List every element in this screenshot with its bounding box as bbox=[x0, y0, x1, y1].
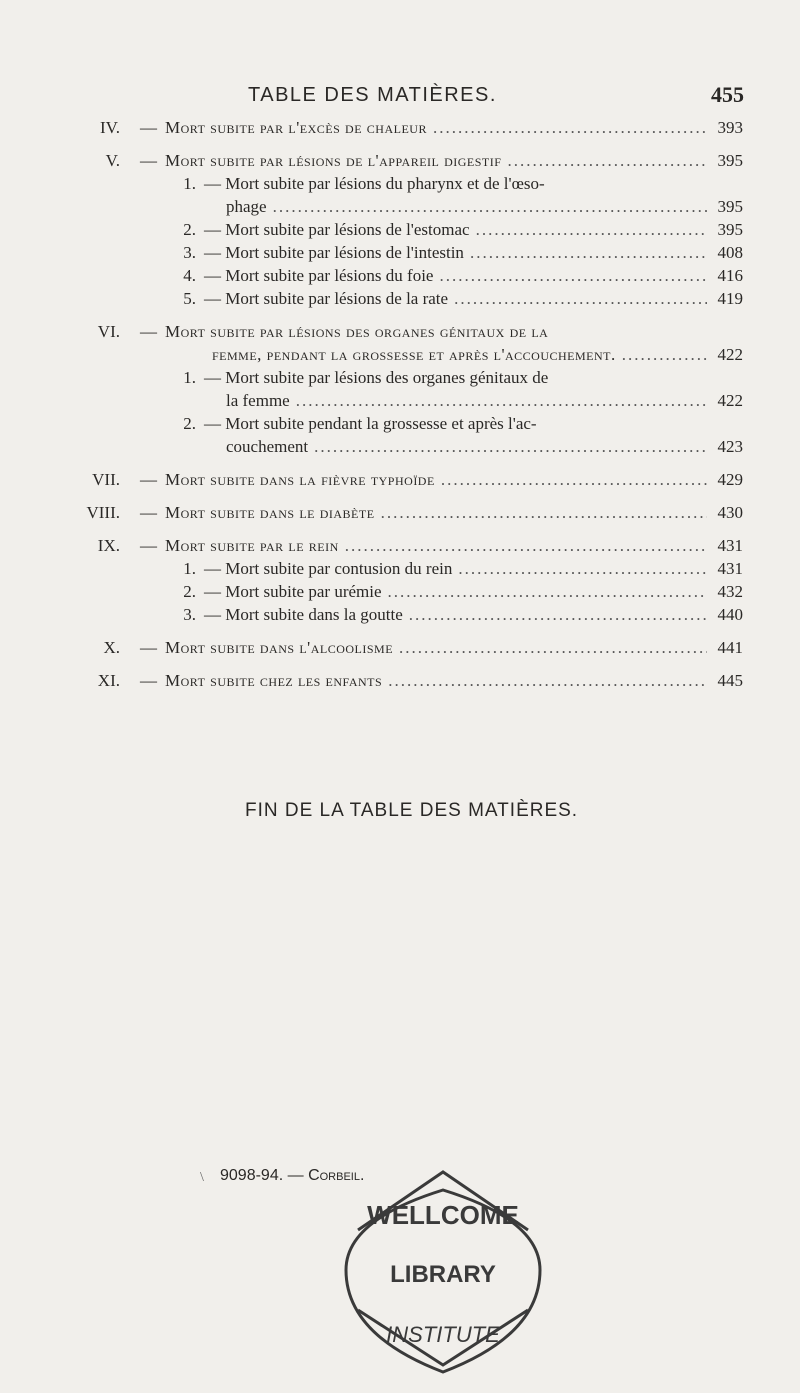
toc-section bbox=[86, 503, 743, 526]
em-dash: — bbox=[140, 503, 157, 522]
dot-leader bbox=[470, 243, 707, 263]
toc-section bbox=[92, 470, 743, 493]
toc-page-number: 431 bbox=[717, 536, 743, 555]
section-heading-line bbox=[86, 503, 743, 526]
dot-leader bbox=[454, 289, 707, 309]
subsection-number: 2. bbox=[183, 414, 196, 433]
dot-leader bbox=[507, 151, 707, 171]
subsection-line bbox=[100, 220, 743, 243]
subsection-title: — Mort subite par lésions de l'estomac bbox=[204, 220, 470, 239]
margin-mark: \ bbox=[200, 1170, 204, 1185]
toc-section bbox=[97, 322, 743, 460]
stamp-top-text: WELLCOME bbox=[367, 1200, 519, 1230]
dot-leader bbox=[399, 638, 707, 658]
section-title: Mort subite chez les enfants bbox=[165, 671, 383, 690]
subsection-line bbox=[100, 559, 743, 582]
subsection-line bbox=[100, 437, 743, 460]
printer-city: Corbeil. bbox=[308, 1167, 365, 1184]
toc-section bbox=[97, 671, 743, 694]
subsection-line bbox=[100, 414, 743, 437]
toc-page-number: 440 bbox=[717, 605, 743, 624]
section-title: Mort subite par l'excès de chaleur bbox=[165, 118, 427, 137]
section-heading-line bbox=[97, 671, 743, 694]
subsection-line bbox=[100, 174, 743, 197]
section-heading-line bbox=[100, 118, 743, 141]
stamp-middle-text: LIBRARY bbox=[390, 1261, 496, 1288]
dot-leader bbox=[439, 266, 707, 286]
subsection-line bbox=[100, 197, 743, 220]
subsection-title: — Mort subite par lésions des organes génitaux de bbox=[204, 368, 549, 387]
dot-leader bbox=[296, 391, 707, 411]
subsection-title: — Mort subite par lésions du pharynx et de l'œso- bbox=[204, 174, 545, 193]
subsection-number: 1. bbox=[183, 559, 196, 578]
dot-leader bbox=[314, 437, 707, 457]
section-title: Mort subite par lésions de l'appareil digestif bbox=[165, 151, 502, 170]
subsection-number: 4. bbox=[183, 266, 196, 285]
dot-leader bbox=[388, 582, 707, 602]
section-numeral: XI. bbox=[97, 671, 120, 690]
toc-page-number: 395 bbox=[717, 220, 743, 239]
toc-page-number: 431 bbox=[717, 559, 743, 578]
section-title: Mort subite par lésions des organes génitaux de la bbox=[165, 322, 549, 341]
subsection-number: 2. bbox=[183, 220, 196, 239]
toc-page-number: 423 bbox=[717, 437, 743, 456]
section-heading-line bbox=[92, 470, 743, 493]
section-title: Mort subite dans l'alcoolisme bbox=[165, 638, 394, 657]
section-title: femme, pendant la grossesse et après l'accouchement. bbox=[212, 345, 616, 364]
subsection-title: — Mort subite par contusion du rein bbox=[204, 559, 453, 578]
subsection-number: 3. bbox=[183, 243, 196, 262]
page-header bbox=[0, 84, 800, 114]
toc-page-number: 416 bbox=[717, 266, 743, 285]
toc-section bbox=[100, 151, 743, 312]
subsection-number: 5. bbox=[183, 289, 196, 308]
toc-page-number: 393 bbox=[717, 118, 743, 137]
subsection-title: — Mort subite dans la goutte bbox=[204, 605, 403, 624]
section-numeral: V. bbox=[105, 151, 120, 170]
em-dash: — bbox=[140, 470, 157, 489]
dot-leader bbox=[388, 671, 707, 691]
subsection-line bbox=[100, 582, 743, 605]
subsection-title: — Mort subite par lésions du foie bbox=[204, 266, 434, 285]
section-heading-continuation bbox=[100, 345, 743, 368]
dot-leader bbox=[345, 536, 707, 556]
subsection-line bbox=[100, 266, 743, 289]
section-title: Mort subite dans le diabète bbox=[165, 503, 375, 522]
subsection-title: — Mort subite par urémie bbox=[204, 582, 382, 601]
section-numeral: X. bbox=[103, 638, 120, 657]
dot-leader bbox=[441, 470, 707, 490]
section-title: Mort subite dans la fièvre typhoïde bbox=[165, 470, 435, 489]
section-numeral: VI. bbox=[97, 322, 120, 341]
toc-page-number: 441 bbox=[717, 638, 743, 657]
em-dash: — bbox=[140, 118, 157, 137]
dot-leader bbox=[273, 197, 707, 217]
subsection-number: 2. bbox=[183, 582, 196, 601]
toc-page-number: 395 bbox=[717, 151, 743, 170]
section-title: Mort subite par le rein bbox=[165, 536, 339, 555]
subsection-number: 1. bbox=[183, 174, 196, 193]
toc-page-number: 408 bbox=[717, 243, 743, 262]
em-dash: — bbox=[140, 536, 157, 555]
toc-section bbox=[100, 118, 743, 141]
library-stamp bbox=[328, 1160, 558, 1390]
page-number: 455 bbox=[711, 82, 744, 107]
em-dash: — bbox=[140, 322, 157, 341]
section-numeral: VIII. bbox=[86, 503, 120, 522]
section-numeral: IV. bbox=[100, 118, 120, 137]
subsection-title: — Mort subite par lésions de la rate bbox=[204, 289, 449, 308]
subsection-line bbox=[100, 243, 743, 266]
toc-page-number: 430 bbox=[717, 503, 743, 522]
toc-page-number: 395 bbox=[717, 197, 743, 216]
toc-page-number: 429 bbox=[717, 470, 743, 489]
section-heading-line bbox=[100, 151, 743, 174]
subsection-title: phage bbox=[226, 197, 267, 216]
section-heading-line bbox=[97, 322, 743, 345]
end-note: FIN DE LA TABLE DES MATIÈRES. bbox=[245, 800, 579, 821]
toc-page-number: 445 bbox=[717, 671, 743, 690]
subsection-line bbox=[100, 391, 743, 414]
dot-leader bbox=[458, 559, 707, 579]
subsection-number: 3. bbox=[183, 605, 196, 624]
toc-page-number: 422 bbox=[717, 391, 743, 410]
subsection-title: la femme bbox=[226, 391, 290, 410]
running-title: TABLE DES MATIÈRES. bbox=[248, 84, 497, 106]
section-heading-line bbox=[100, 638, 743, 661]
subsection-title: — Mort subite par lésions de l'intestin bbox=[204, 243, 464, 262]
subsection-title: couchement bbox=[226, 437, 309, 456]
section-heading-line bbox=[97, 536, 743, 559]
em-dash: — bbox=[140, 151, 157, 170]
subsection-number: 1. bbox=[183, 368, 196, 387]
toc-section bbox=[100, 638, 743, 661]
section-numeral: VII. bbox=[92, 470, 120, 489]
toc-page-number: 422 bbox=[717, 345, 743, 364]
em-dash: — bbox=[140, 638, 157, 657]
section-numeral: IX. bbox=[97, 536, 120, 555]
subsection-title: — Mort subite pendant la grossesse et après l'ac- bbox=[204, 414, 537, 433]
dot-leader bbox=[476, 220, 707, 240]
toc-page-number: 419 bbox=[717, 289, 743, 308]
table-of-contents bbox=[86, 118, 743, 704]
dot-leader bbox=[381, 503, 707, 523]
dot-leader bbox=[622, 345, 707, 365]
em-dash: — bbox=[140, 671, 157, 690]
dot-leader bbox=[433, 118, 707, 138]
printer-code: 9098-94. — bbox=[220, 1167, 304, 1184]
stamp-bottom-text: INSTITUTE bbox=[386, 1322, 500, 1347]
subsection-line bbox=[100, 368, 743, 391]
toc-page-number: 432 bbox=[717, 582, 743, 601]
dot-leader bbox=[409, 605, 707, 625]
subsection-line bbox=[100, 605, 743, 628]
toc-section bbox=[97, 536, 743, 628]
subsection-line bbox=[100, 289, 743, 312]
